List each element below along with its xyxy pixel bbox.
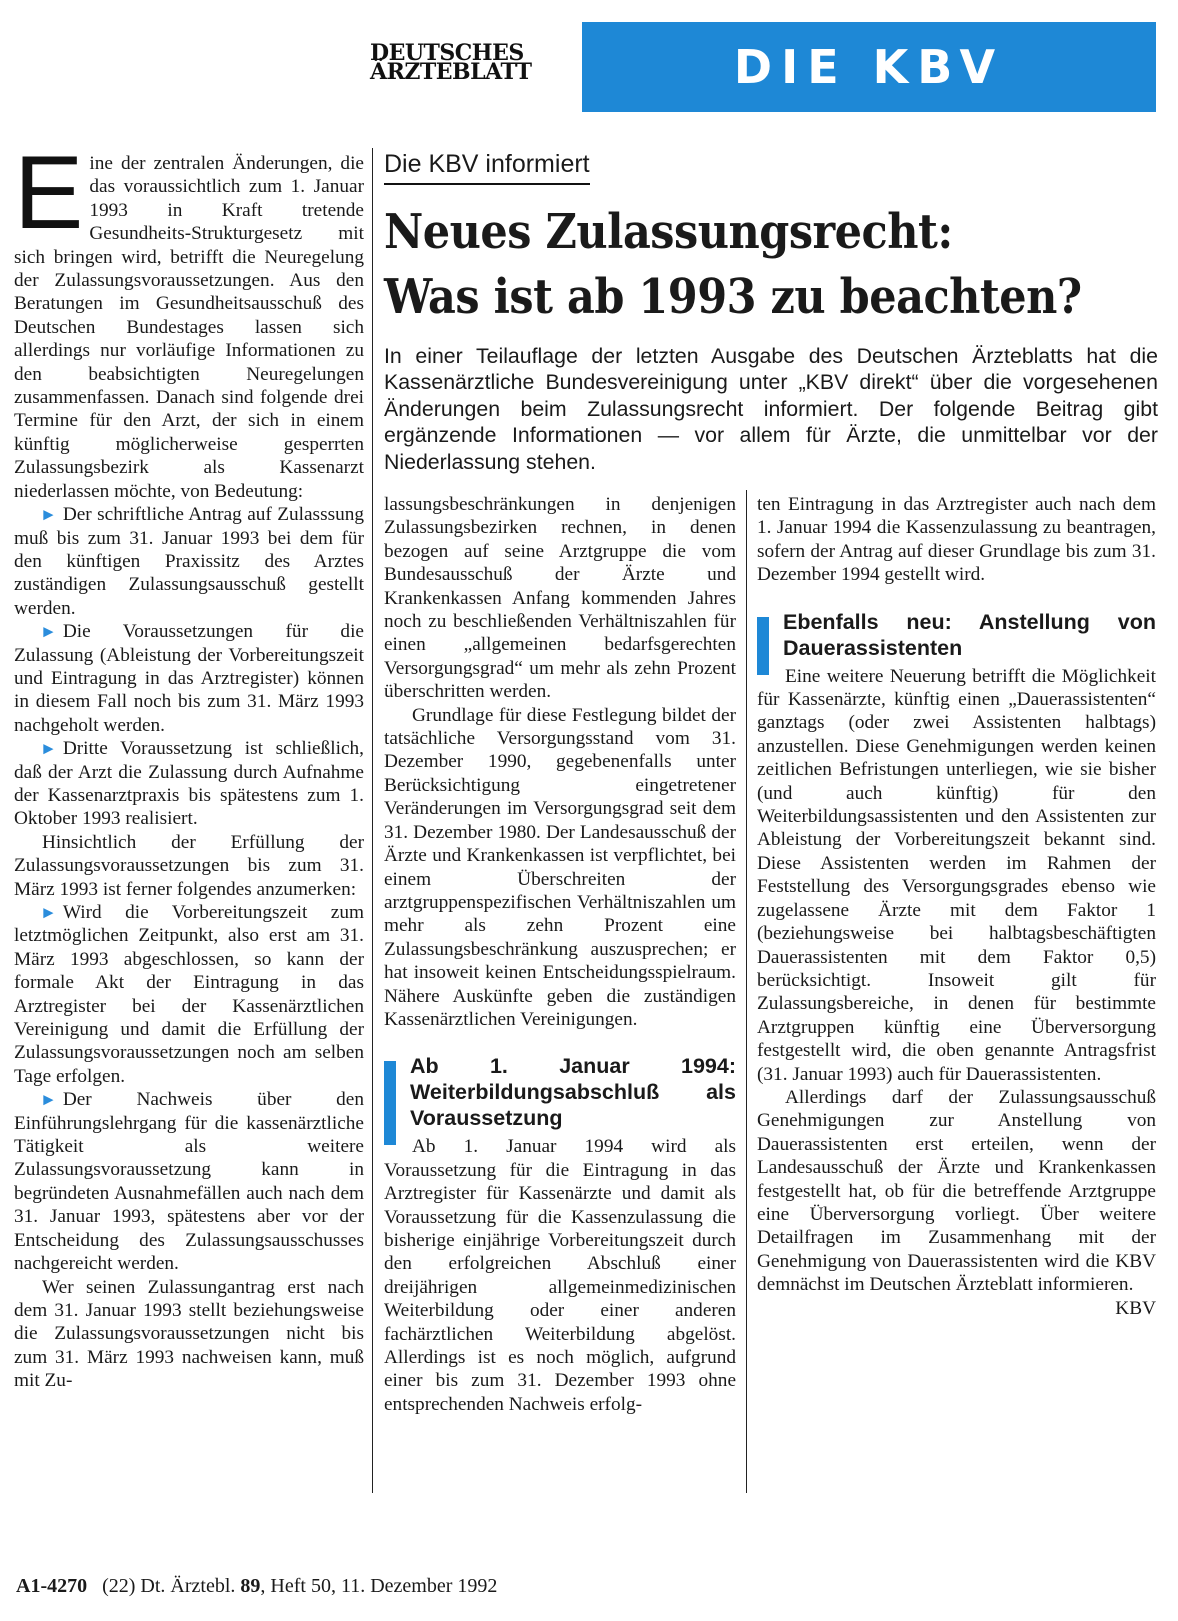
article-column-2 [384, 493, 736, 1416]
volume-number: 89 [240, 1575, 261, 1597]
triangle-right-icon: ► [40, 1090, 57, 1110]
subheading-text: Ab 1. Januar 1994: Weiterbildungsabschluß als Voraussetzung [410, 1054, 736, 1131]
bullet-item-5: ► Der Nachweis über den Einführungslehrgang für die kassenärztliche Tätigkeit als weitere Zulassungsvoraussetzung kann in begründeten Ausnahmefällen auch nach dem 31. Januar 1993, spätestens aber vor der Entscheidung des Zulassungsausschusses nachgereicht werden. [14, 1089, 364, 1275]
title-line-1: Neues Zulassungsrecht: [384, 204, 953, 261]
subheading-accent-bar [757, 617, 769, 675]
page-footer [16, 1575, 497, 1598]
col2-paragraph-2: Grundlage für diese Festlegung bildet der tatsächliche Versorgungsstand vom 31. Dezember 1990, gegebenenfalls unter Berücksichtigung eingetretener Veränderungen im Versorgungsgrad seit dem 31. Dezember 1980. Der Landesausschuß der Ärzte und Krankenkassen ist verpflichtet, bei einem Überschreiten der arztgruppenspezifischen Verhältniszahlen um mehr als zehn Prozent eine Zulassungsbeschränkung auszusprechen; er hat insoweit keinen Entscheidungsspielraum. Nähere Auskünfte geben die zuständigen Kassenärztlichen Vereinigungen. [384, 704, 736, 1030]
col3-paragraph-2: Eine weitere Neuerung betrifft die Möglichkeit für Kassenärzte, künftig einen „Dauerassistenten“ ganztags (oder zwei Assistenten halbtags) anzustellen. Diese Genehmigungen werden keinen zeitlichen Befristungen unterliegen, wie sie bisher (und auch künftig) für den Weiterbildungsassistenten und den Assistenten zur Ableistung der Vorbereitungszeit bekannt sind. Diese Assistenten werden im Rahmen der Feststellung des Versorgungsgrades ebenso wie zugelassene Ärzte mit dem Faktor 1 (beziehungsweise bei halbtagsbeschäftigten Dauerassistenten mit dem Faktor 0,5) berücksichtigt. Insoweit gilt für Zulassungsbereiche, in denen für bestimmte Arztgruppen künftig eine Überversorgung festgestellt wird, die oben genannte Antragsfrist (31. Januar 1993) auch für Dauerassistenten. [757, 665, 1156, 1085]
citation-suffix: , Heft 50, 11. Dezember 1992 [260, 1575, 498, 1597]
bullet-item-2: ► Die Voraussetzungen für die Zulassung (Ableistung der Vorbereitungszeit und Eintragung in das Arztregister) können in diesem Fall noch bis zum 31. März 1993 nachgeholt werden. [14, 621, 364, 736]
col1-paragraph-3: Wer seinen Zulassungantrag erst nach dem 31. Januar 1993 stellt beziehungsweise die Zulassungsvoraussetzungen nicht bis zum 31. März 1993 nachweisen kann, muß mit Zu- [14, 1276, 364, 1392]
subheading-weiterbildung [384, 1053, 736, 1131]
logo-line-2: ÄRZTEBLATT [370, 59, 532, 85]
triangle-right-icon: ► [40, 903, 57, 922]
triangle-right-icon: ► [40, 739, 57, 759]
col2-paragraph-1: lassungsbeschränkungen in denjenigen Zulassungsbezirken rechnen, in denen bezogen auf seine Arztgruppe die vom Bundesausschuß der Ärzte und Krankenkassen Anfang kommenden Jahres noch zu beschließenden Verhältniszahlen für einen „allgemeinen bedarfsgerechten Versorgungsgrad“ um mehr als zehn Prozent überschritten werden. [384, 494, 736, 703]
drop-cap: E [14, 135, 84, 251]
journal-logo [370, 40, 570, 85]
article-column-3 [757, 493, 1156, 1320]
article-title [384, 200, 1164, 330]
col2-paragraph-3: Ab 1. Januar 1994 wird als Voraussetzung für die Eintragung in das Arztregister für Kassenärzte und damit als Voraussetzung für die Kassenzulassung die bisherige einjährige Vorbereitungszeit durch den erfolgreichen Abschluß einer dreijährigen allgemeinmedizinischen Weiterbildung oder einer anderen fachärztlichen Weiterbildung abgelöst. Allerdings ist es noch möglich, aufgrund einer bis zum 31. Dezember 1993 ohne entsprechenden Nachweis erfolg- [384, 1136, 736, 1415]
page-code: A1-4270 [16, 1575, 88, 1597]
citation-prefix: (22) Dt. Ärztebl. [102, 1575, 236, 1597]
triangle-right-icon: ► [40, 622, 57, 642]
bullet-item-1: ► Der schriftliche Antrag auf Zulasssung muß bis zum 31. Januar 1993 bei dem für den künftigen Praxissitz des Arztes zuständigen Zulassungsausschuß gestellt werden. [14, 504, 364, 619]
section-banner: DIE KBV INFORMIERT [582, 22, 1156, 112]
col1-p1-text: ine der zentralen Änderungen, die das voraussichtlich zum 1. Januar 1993 in Kraft tretende Gesundheits-Strukturgesetz mit sich bringen wird, betrifft die Neuregelung der Zulassungsvoraussetzungen. Aus den Beratungen im Gesundheitsausschuß des Deutschen Bundestages lassen sich allerdings nur vorläufige Informationen zu den beabsichtigten Neuregelungen zusammenfassen. Danach sind folgende drei Termine für den Arzt, der sich in einem künftig möglicherweise gesperrten Zulassungsbezirk als Kassenarzt niederlassen möchte, von Bedeutung: [14, 153, 364, 502]
article-intro: In einer Teilauflage der letzten Ausgabe des Deutschen Ärzteblatts hat die Kassenärztliche Bundesvereinigung unter „KBV direkt“ über die vorgesehenen Änderungen beim Zulassungsrecht informiert. Der folgende Beitrag gibt ergänzende Informationen — vor allem für Ärzte, die unmittelbar vor der Niederlassung stehen. [384, 344, 1158, 474]
author-signature: KBV [1115, 1297, 1156, 1319]
col3-paragraph-1: ten Eintragung in das Arztregister auch nach dem 1. Januar 1994 die Kassenzulassung zu beantragen, sofern der Antrag auf dieser Grundlage bis zum 31. Dezember 1994 gestellt wird. [757, 494, 1156, 586]
column-divider-2 [746, 490, 747, 1493]
column-divider-1 [372, 148, 373, 1493]
subheading-dauerassistenten [757, 609, 1156, 661]
subheading-text: Ebenfalls neu: Anstellung von Dauerassistenten [783, 609, 1156, 660]
triangle-right-icon: ► [40, 505, 57, 525]
bullet-item-4: ► Wird die Vorbereitungszeit zum letztmöglichen Zeitpunkt, also erst am 31. März 1993 abgeschlossen, so kann der formale Akt der Eintragung in das Arztregister bei der Kassenärztlichen Vereinigung und damit die Erfüllung der Zulassungsvoraussetzungen noch am selben Tage erfolgen. [14, 902, 364, 1087]
article-column-1 [14, 135, 364, 1393]
bullet-item-3: ► Dritte Voraussetzung ist schließlich, daß der Arzt die Zulassung durch Aufnahme der Kassenarztpraxis bis spätestens zum 1. Oktober 1993 realisiert. [14, 738, 364, 830]
title-line-2: Was ist ab 1993 zu beachten? [384, 269, 1082, 326]
logo-line-1: DEUTSCHES [370, 40, 524, 66]
col3-paragraph-3: Allerdings darf der Zulassungsausschuß Genehmigungen zur Anstellung von Dauerassistenten erst erteilen, wenn der Landesausschuß der Ärzte und Krankenkassen festgestellt hat, ob für die betreffende Arztgruppe eine Überversorgung vorliegt. Über weitere Detailfragen im Zusammenhang mit der Genehmigung von Dauerassistenten wird die KBV demnächst im Deutschen Ärzteblatt informieren. KBV [757, 1086, 1156, 1319]
article-kicker: Die KBV informiert [384, 150, 590, 185]
subheading-accent-bar [384, 1061, 396, 1145]
col1-paragraph-2: Hinsichtlich der Erfüllung der Zulassungsvoraussetzungen bis zum 31. März 1993 ist ferner folgendes anzumerken: [14, 831, 364, 900]
col1-paragraph-1 [14, 135, 364, 503]
